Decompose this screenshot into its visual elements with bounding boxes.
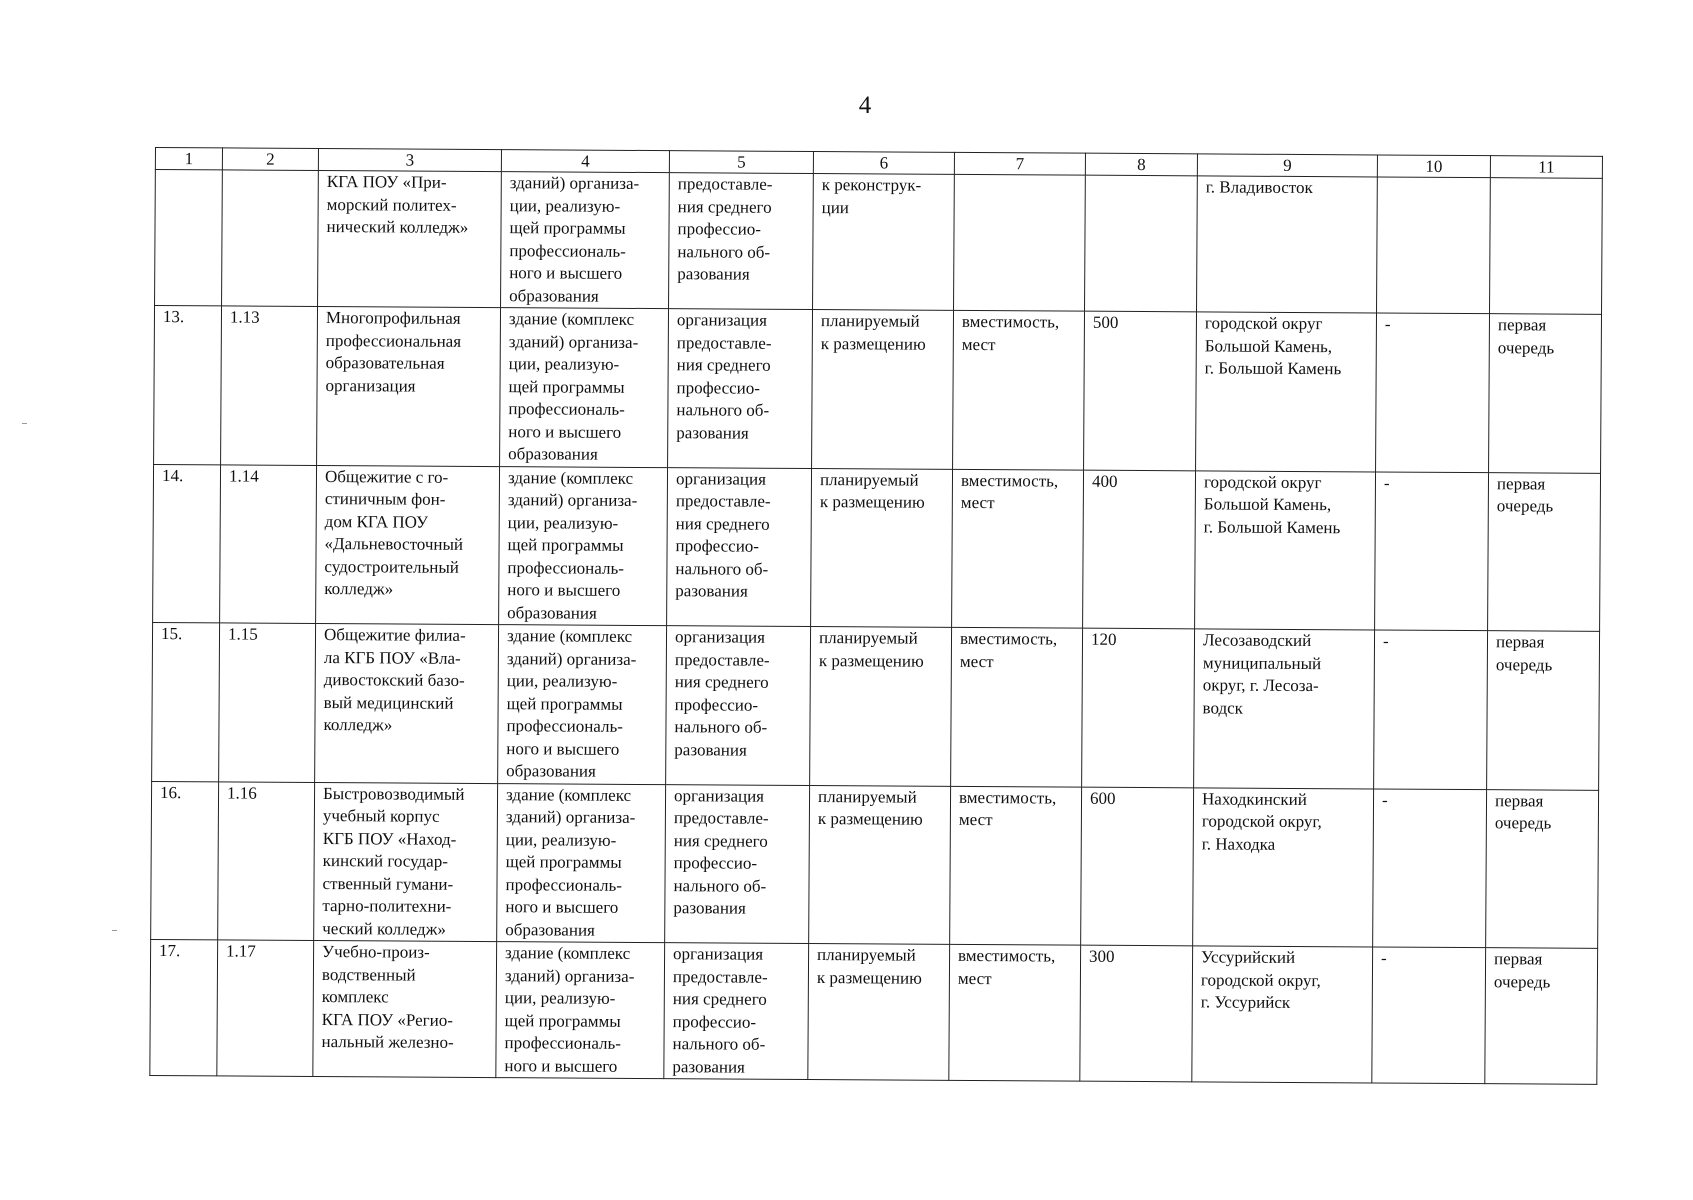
table-cell: КГА ПОУ «При- морский политех- нический колледж» bbox=[318, 170, 502, 307]
table-cell: планируемый к размещению bbox=[810, 627, 952, 786]
table-cell bbox=[1377, 177, 1491, 314]
table-cell: первая очередь bbox=[1485, 948, 1598, 1085]
table-cell: здание (комплекс зданий) организа- ции, реализую- щей программы профессиональ- ного и высшего образования bbox=[499, 466, 668, 626]
table-cell bbox=[1085, 175, 1198, 312]
table-cell: планируемый к размещению bbox=[809, 785, 951, 944]
table-cell: Общежитие филиа- ла КГБ ПОУ «Вла- дивостокский базо- вый медицинский колледж» bbox=[315, 623, 499, 783]
table-cell: 1.16 bbox=[218, 781, 315, 940]
table-cell bbox=[155, 170, 223, 306]
table-cell: организация предоставле- ния среднего профессио- нального об- разования bbox=[667, 467, 812, 626]
column-header: 9 bbox=[1197, 154, 1377, 177]
column-header: 8 bbox=[1085, 153, 1197, 176]
table-cell: Общежитие с го- стиничным фон- дом КГА ПОУ «Дальневосточный судостроительный колледж» bbox=[316, 465, 500, 625]
column-header: 1 bbox=[155, 148, 222, 170]
column-header: 11 bbox=[1490, 156, 1602, 179]
table-row bbox=[150, 939, 1598, 1084]
table-cell: 17. bbox=[150, 939, 218, 1075]
table-cell: 120 bbox=[1082, 628, 1195, 787]
table-cell: Быстровозводимый учебный корпус КГБ ПОУ «Наход- кинский государ- ственный гумани- тарно-политехни- ческий колледж» bbox=[314, 782, 498, 942]
table-cell: 13. bbox=[154, 306, 222, 465]
table-cell: первая очередь bbox=[1489, 314, 1602, 473]
table-cell: 1.15 bbox=[219, 623, 316, 782]
table-cell: к реконструк- ции bbox=[813, 174, 955, 311]
table-cell: организация предоставле- ния среднего профессио- нального об- разования bbox=[665, 784, 810, 943]
table-cell: организация предоставле- ния среднего профессио- нального об- разования bbox=[664, 943, 809, 1080]
table-cell: здание (комплекс зданий) организа- ции, реализую- щей программы профессиональ- ного и высшего образования bbox=[498, 625, 667, 785]
table-cell: Лесозаводский муниципальный округ, г. Лесоза- водск bbox=[1194, 629, 1375, 789]
table-cell: - bbox=[1376, 313, 1490, 472]
table-cell: 15. bbox=[152, 622, 220, 781]
column-header: 7 bbox=[954, 152, 1085, 175]
table-cell: вместимость, мест bbox=[950, 786, 1082, 945]
column-header: 6 bbox=[813, 152, 954, 175]
data-table bbox=[149, 147, 1603, 1085]
table-cell: 500 bbox=[1084, 311, 1197, 470]
table-cell: Учебно-произ- водственный комплекс КГА ПОУ «Регио- нальный железно- bbox=[313, 940, 497, 1077]
table-cell: здание (комплекс зданий) организа- ции, реализую- щей программы профессиональ- ного и высшего образования bbox=[500, 308, 669, 468]
table-cell: вместимость, мест bbox=[952, 469, 1084, 628]
table-cell: вместимость, мест bbox=[949, 944, 1081, 1081]
table-cell: - bbox=[1375, 471, 1489, 630]
table-cell: 14. bbox=[153, 464, 221, 623]
table-cell: Многопрофильная профессиональная образовательная организация bbox=[317, 306, 501, 466]
table-cell: - bbox=[1373, 788, 1487, 947]
column-header: 5 bbox=[669, 151, 813, 174]
table-cell: планируемый к размещению bbox=[808, 944, 950, 1081]
table-cell: зданий) организа- ции, реализую- щей программы профессиональ- ного и высшего образования bbox=[501, 172, 670, 309]
table-row bbox=[154, 306, 1602, 473]
table-cell bbox=[954, 174, 1086, 311]
table-cell: городской округ Большой Камень, г. Большой Камень bbox=[1195, 470, 1376, 630]
page-number: 4 bbox=[858, 92, 872, 119]
table-row-continuation bbox=[155, 170, 1603, 315]
table-row bbox=[151, 781, 1599, 948]
table-cell: 1.14 bbox=[220, 464, 317, 623]
column-header: 2 bbox=[222, 148, 318, 171]
table-cell: 1.17 bbox=[217, 940, 314, 1077]
table-row bbox=[153, 464, 1601, 631]
table-cell: 16. bbox=[151, 781, 219, 940]
table-cell: планируемый к размещению bbox=[812, 310, 954, 469]
table-cell: здание (комплекс зданий) организа- ции, реализую- щей программы профессиональ- ного и высшего образования bbox=[497, 783, 666, 943]
table-cell: Уссурийский городской округ, г. Уссурийск bbox=[1192, 946, 1373, 1083]
table-cell: 400 bbox=[1083, 470, 1196, 629]
table-cell: Находкинский городской округ, г. Находка bbox=[1193, 787, 1374, 947]
table-cell: предоставле- ния среднего профессио- нального об- разования bbox=[669, 173, 814, 310]
table-cell: первая очередь bbox=[1487, 631, 1600, 790]
table-row bbox=[152, 622, 1600, 789]
table-cell: первая очередь bbox=[1488, 472, 1601, 631]
table-cell: 600 bbox=[1081, 787, 1194, 946]
table-cell: г. Владивосток bbox=[1197, 176, 1378, 313]
table-cell: организация предоставле- ния среднего профессио- нального об- разования bbox=[668, 309, 813, 468]
scan-mark bbox=[112, 930, 117, 931]
table-cell: планируемый к размещению bbox=[811, 468, 953, 627]
column-header: 3 bbox=[318, 148, 501, 171]
table-cell: городской округ Большой Камень, г. Большой Камень bbox=[1196, 312, 1377, 472]
column-header: 10 bbox=[1377, 155, 1490, 178]
table-cell: организация предоставле- ния среднего профессио- нального об- разования bbox=[666, 626, 811, 785]
table-cell bbox=[1490, 178, 1603, 315]
scan-mark bbox=[22, 423, 27, 424]
table-cell: - bbox=[1372, 947, 1486, 1084]
table-cell: - bbox=[1374, 630, 1488, 789]
column-header: 4 bbox=[501, 150, 669, 173]
table-cell: 300 bbox=[1080, 945, 1193, 1082]
table-cell: здание (комплекс зданий) организа- ции, реализую- щей программы профессиональ- ного и высшего bbox=[496, 942, 665, 1079]
table-cell: 1.13 bbox=[221, 306, 318, 465]
table-cell: вместимость, мест bbox=[951, 627, 1083, 786]
table-cell: первая очередь bbox=[1486, 789, 1599, 948]
table-cell bbox=[222, 170, 319, 307]
table-cell: вместимость, мест bbox=[953, 310, 1085, 469]
